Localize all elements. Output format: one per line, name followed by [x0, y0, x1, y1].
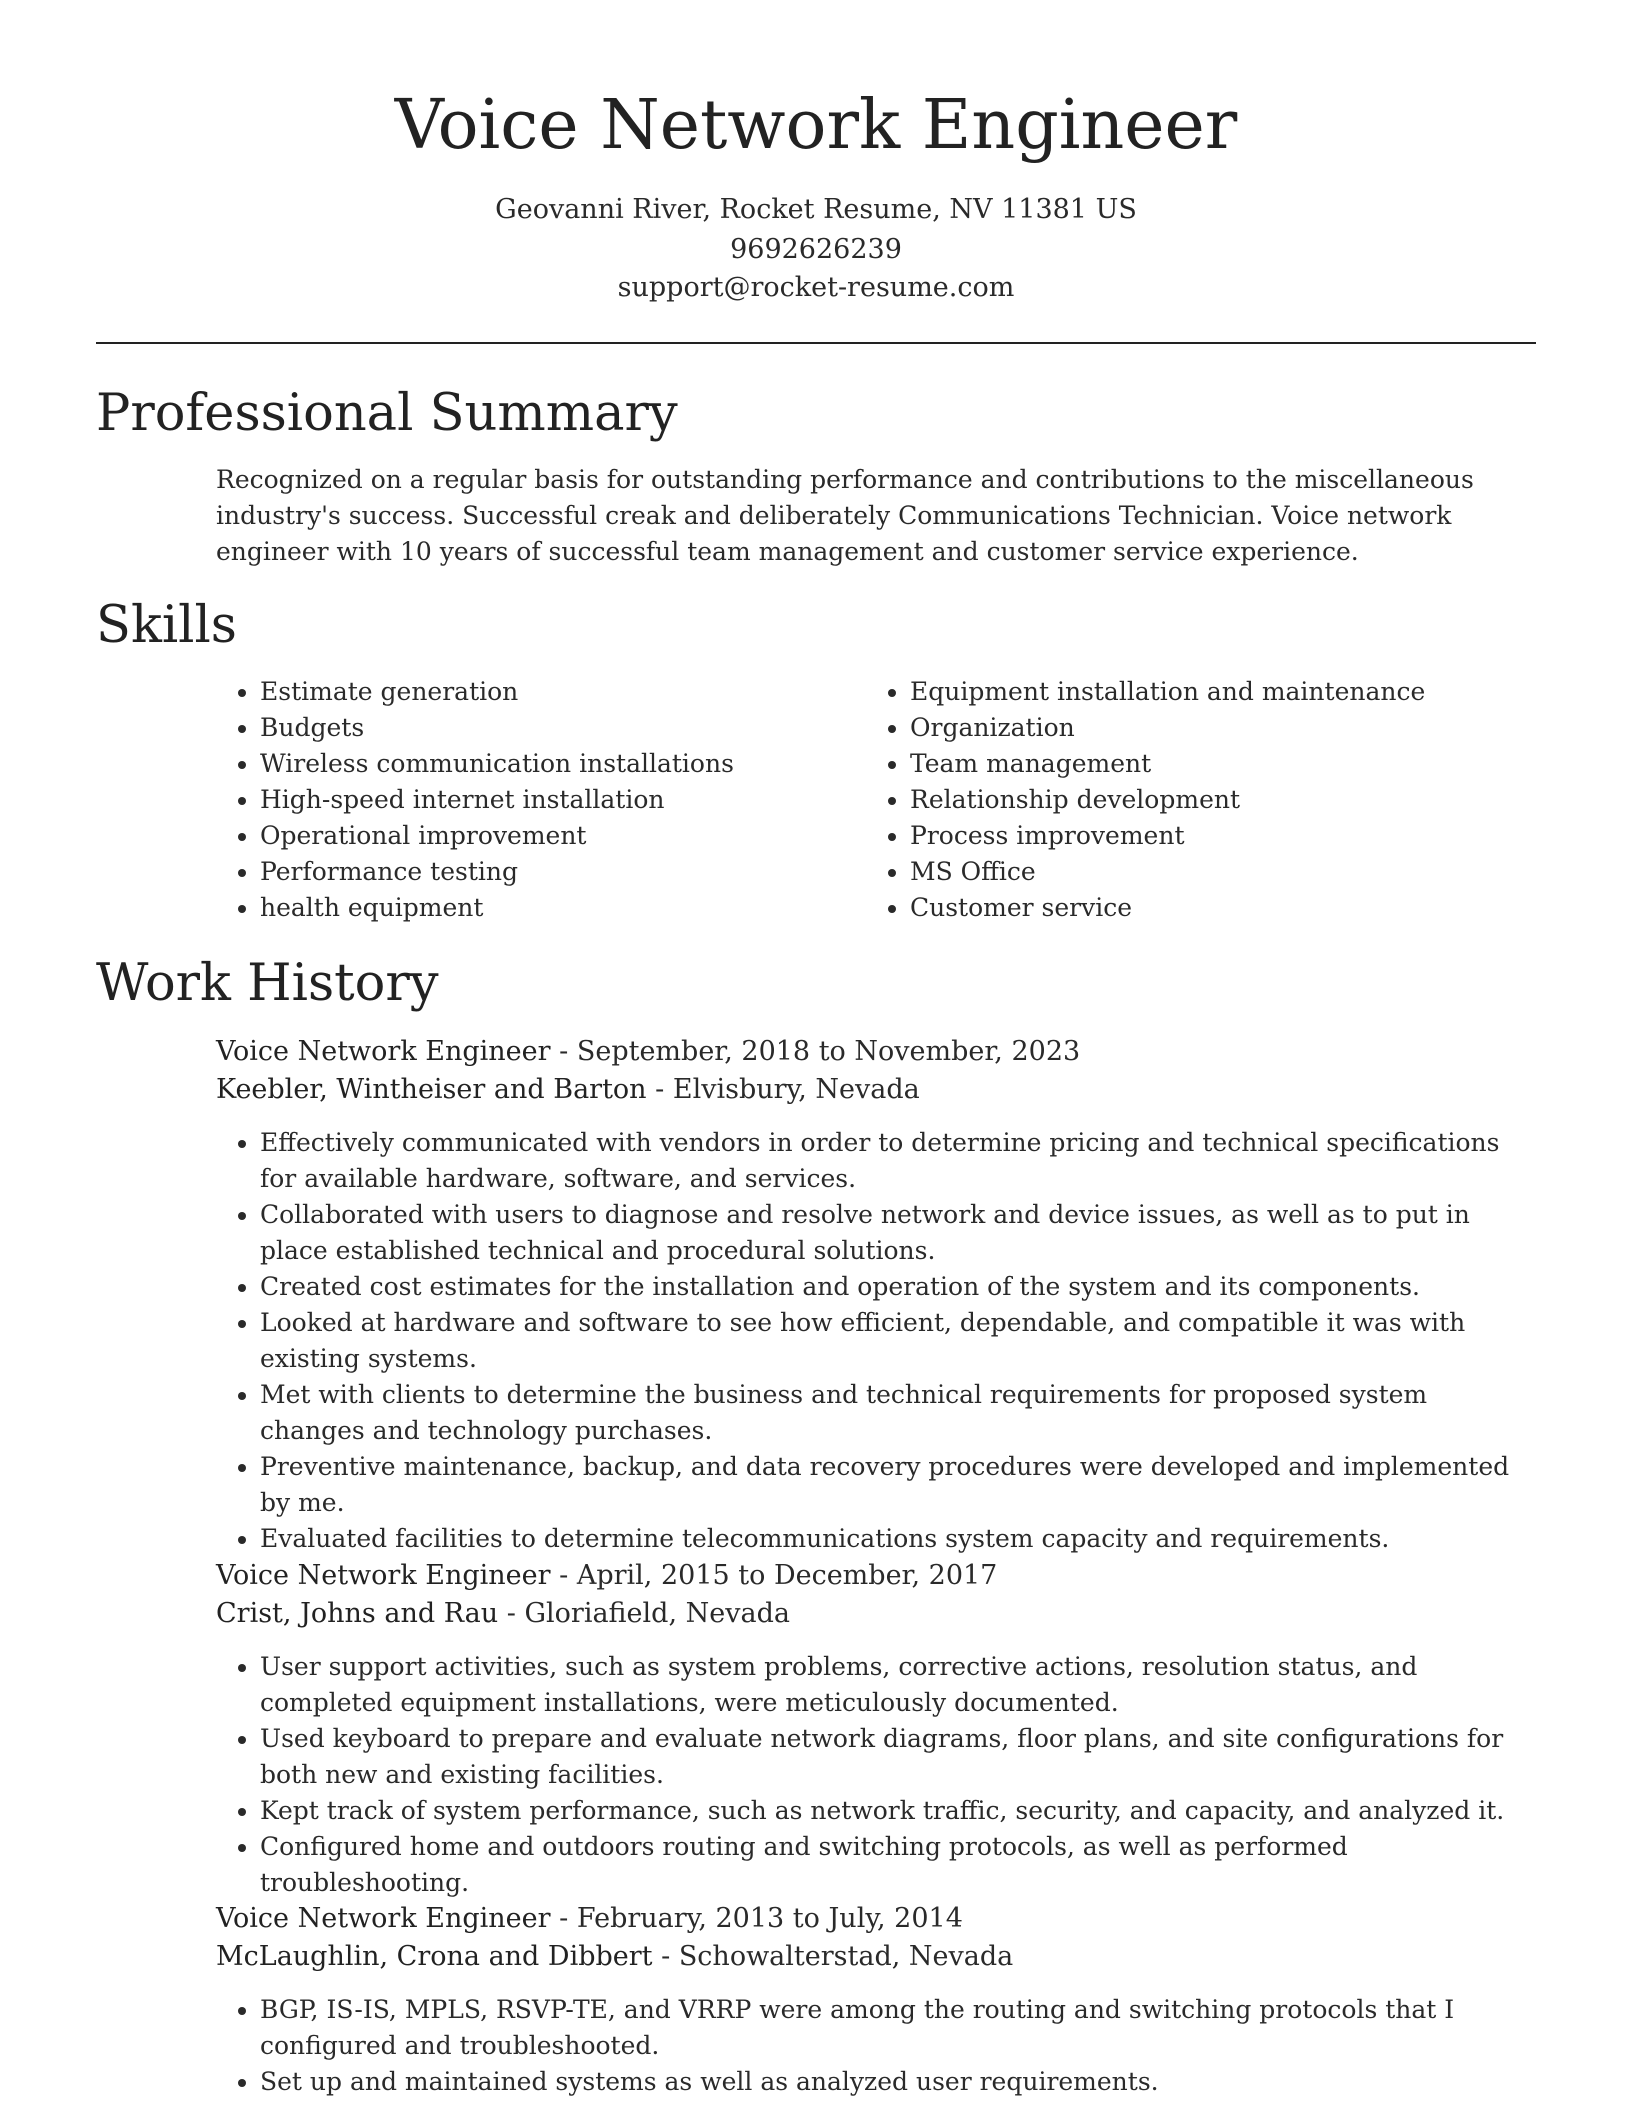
skill-item: • health equipment [260, 890, 860, 926]
job-title: Voice Network Engineer [216, 1903, 551, 1934]
job-separator: - [550, 1903, 577, 1934]
job-bullet: • User support activities, such as system problems, corrective actions, resolution status, and completed equipment installations, were meticulously documented. [260, 1649, 1536, 1721]
skills-heading: Skills [96, 596, 237, 655]
job-title-line [216, 1900, 1536, 1938]
skill-item: • Wireless communication installations [260, 746, 860, 782]
skills-list-left [216, 674, 860, 926]
job-bullets [216, 1649, 1536, 1901]
skill-item: • Customer service [910, 890, 1570, 926]
job-bullet: • BGP, IS-IS, MPLS, RSVP-TE, and VRRP were among the routing and switching protocols that I configured and troubleshooted. [260, 1992, 1536, 2064]
job-separator: - [652, 1941, 679, 1972]
skill-item: • Estimate generation [260, 674, 860, 710]
job-location: Gloriafield, Nevada [524, 1598, 790, 1629]
summary-heading: Professional Summary [96, 384, 678, 443]
job-bullet: • Met with clients to determine the business and technical requirements for proposed system changes and technology purchases. [260, 1377, 1536, 1449]
job-entry [216, 1033, 1536, 1557]
skill-item: • MS Office [910, 854, 1570, 890]
job-separator: - [550, 1560, 577, 1591]
skill-item: • Budgets [260, 710, 860, 746]
skill-item: • Performance testing [260, 854, 860, 890]
contact-phone: 9692626239 [730, 234, 902, 265]
job-dates: February, 2013 to July, 2014 [576, 1903, 963, 1934]
job-bullets [216, 1992, 1536, 2100]
skill-item: • Process improvement [910, 818, 1570, 854]
job-separator: - [550, 1036, 577, 1067]
job-bullets [216, 1125, 1536, 1557]
skills-list-right [866, 674, 1570, 926]
job-bullet: • Effectively communicated with vendors in order to determine pricing and technical specifications for available hardware, software, and services. [260, 1125, 1536, 1197]
job-title: Voice Network Engineer [216, 1560, 551, 1591]
skill-item: • Organization [910, 710, 1570, 746]
job-bullet: • Used keyboard to prepare and evaluate network diagrams, floor plans, and site configurations for both new and existing facilities. [260, 1721, 1536, 1793]
work-heading: Work History [96, 954, 439, 1013]
job-bullet: • Set up and maintained systems as well as analyzed user requirements. [260, 2064, 1536, 2100]
job-dates: September, 2018 to November, 2023 [576, 1036, 1081, 1067]
job-bullet: • Configured home and outdoors routing and switching protocols, as well as performed troubleshooting. [260, 1829, 1536, 1901]
summary-text: Recognized on a regular basis for outstanding performance and contributions to the miscellaneous industry's success. Successful creak and deliberately Communications Technician. Voice network engineer with 10 years of successful team management and customer service experience. [216, 465, 1474, 566]
skill-item: • Equipment installation and maintenance [910, 674, 1570, 710]
job-bullet: • Evaluated facilities to determine telecommunications system capacity and requirements. [260, 1521, 1536, 1557]
skill-item: • Team management [910, 746, 1570, 782]
job-company: McLaughlin, Crona and Dibbert [216, 1941, 653, 1972]
header-divider [96, 342, 1536, 344]
job-title: Voice Network Engineer [216, 1036, 551, 1067]
contact-address: Geovanni River, Rocket Resume, NV 11381 US [495, 194, 1137, 225]
job-bullet: • Created cost estimates for the installation and operation of the system and its components. [260, 1269, 1536, 1305]
resume-title: Voice Network Engineer [394, 86, 1238, 165]
job-company: Keebler, Wintheiser and Barton [216, 1074, 647, 1105]
job-company: Crist, Johns and Rau [216, 1598, 499, 1629]
job-location: Elvisbury, Nevada [672, 1074, 920, 1105]
job-company-line [216, 1071, 1536, 1109]
job-separator: - [646, 1074, 673, 1105]
job-dates: April, 2015 to December, 2017 [576, 1560, 998, 1591]
job-entry [216, 1557, 1536, 1901]
job-title-line [216, 1557, 1536, 1595]
job-entry [216, 1900, 1536, 2100]
job-bullet: • Collaborated with users to diagnose and resolve network and device issues, as well as to put in place established technical and procedural solutions. [260, 1197, 1536, 1269]
skill-item: • High-speed internet installation [260, 782, 860, 818]
job-bullet: • Preventive maintenance, backup, and data recovery procedures were developed and implemented by me. [260, 1449, 1536, 1521]
job-title-line [216, 1033, 1536, 1071]
contact-email: support@rocket-resume.com [617, 272, 1015, 303]
skill-item: • Operational improvement [260, 818, 860, 854]
job-company-line [216, 1938, 1536, 1976]
job-location: Schowalterstad, Nevada [678, 1941, 1014, 1972]
skill-item: • Relationship development [910, 782, 1570, 818]
job-bullet: • Looked at hardware and software to see how efficient, dependable, and compatible it was with existing systems. [260, 1305, 1536, 1377]
job-company-line [216, 1595, 1536, 1633]
job-bullet: • Kept track of system performance, such as network traffic, security, and capacity, and analyzed it. [260, 1793, 1536, 1829]
job-separator: - [498, 1598, 525, 1629]
